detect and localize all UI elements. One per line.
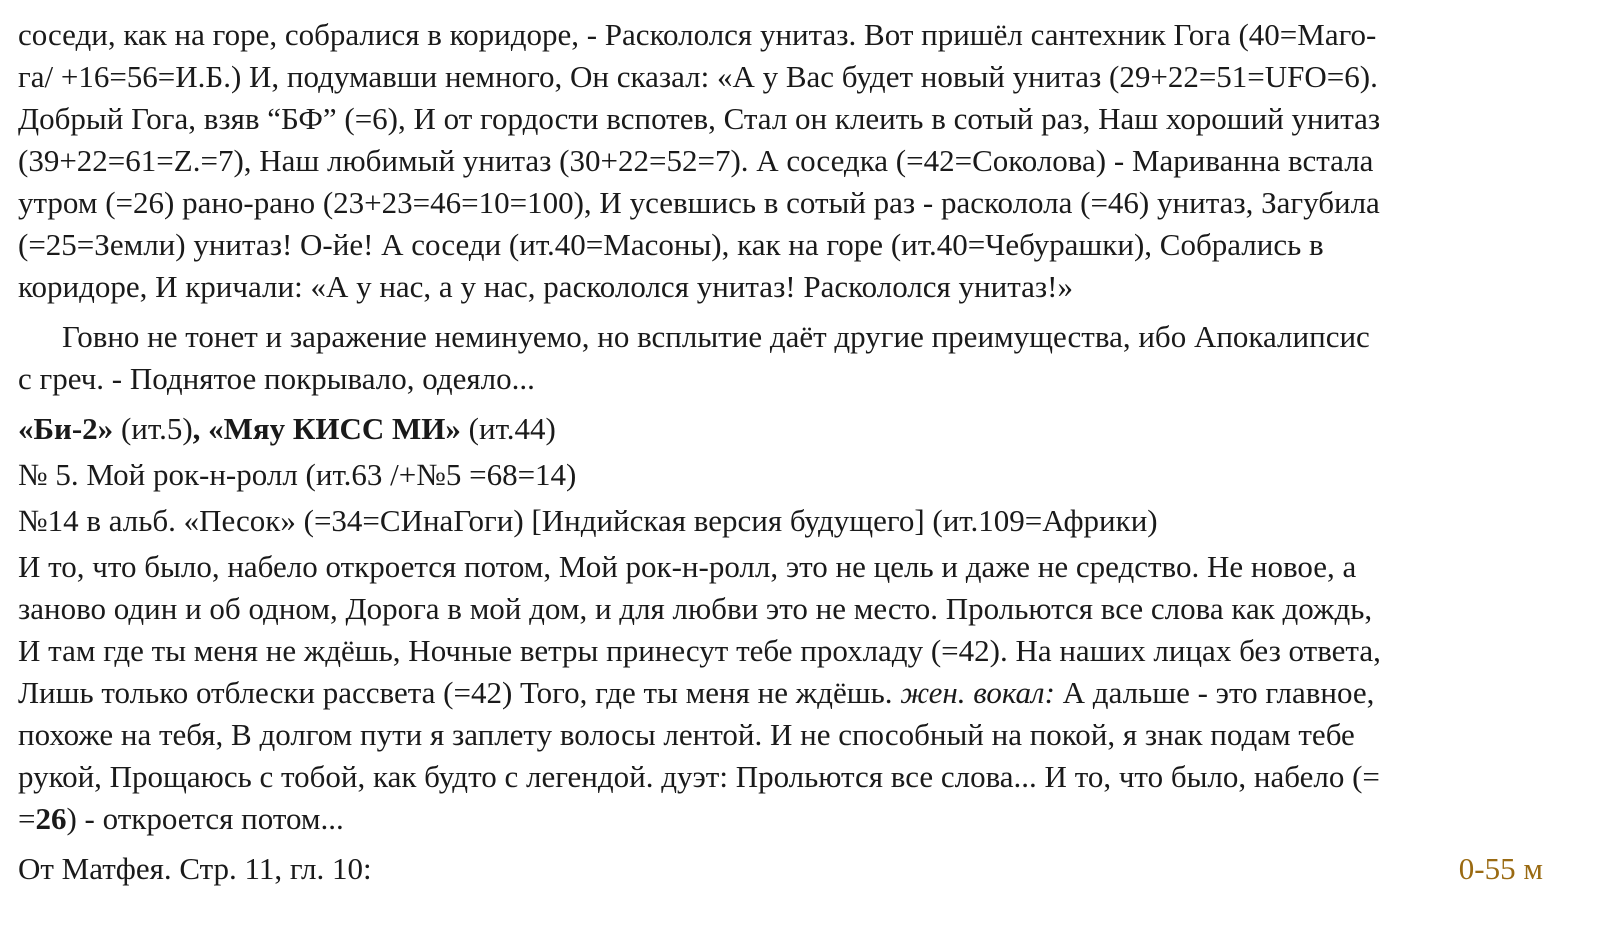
text-line: с греч. - Поднятое покрывало, одеяло... bbox=[18, 361, 535, 396]
vocal-note: жен. вокал: bbox=[900, 675, 1055, 710]
lyrics-line bbox=[18, 672, 1563, 714]
song-heading bbox=[18, 408, 1563, 450]
band-name-1: «Би-2» bbox=[18, 411, 114, 446]
paragraph-apocalypse bbox=[18, 316, 1563, 400]
lyrics-segment: = bbox=[18, 801, 36, 836]
lyrics-line: И там где ты меня не ждёшь, Ночные ветры принесут тебе прохладу (=42). На наших лицах без ответа, bbox=[18, 633, 1381, 668]
text-line: (=25=Земли) унитаз! О-йе! А соседи (ит.40=Масоны), как на горе (ит.40=Чебурашки), Собрались в bbox=[18, 227, 1324, 262]
band-note-2: (ит.44) bbox=[460, 411, 556, 446]
text-line: коридоре, И кричали: «А у нас, а у нас, раскололся унитаз! Раскололся унитаз!» bbox=[18, 269, 1073, 304]
lyrics-segment: А дальше - это главное, bbox=[1054, 675, 1375, 710]
lyrics-block bbox=[18, 546, 1563, 840]
song-title-line: № 5. Мой рок-н-ролл (ит.63 /+№5 =68=14) bbox=[18, 457, 577, 492]
paragraph-unitaz bbox=[18, 14, 1563, 308]
document-page bbox=[18, 14, 1563, 890]
band-name-2: «Мяу КИСС МИ» bbox=[208, 411, 461, 446]
text-line: Говно не тонет и заражение неминуемо, но всплытие даёт другие преимущества, ибо Апокалипсис bbox=[62, 319, 1370, 354]
lyrics-segment: ) - откроется потом... bbox=[66, 801, 344, 836]
footer-row bbox=[18, 848, 1563, 890]
lyrics-line: похоже на тебя, В долгом пути я заплету волосы лентой. И не способный на покой, я знак подам тебе bbox=[18, 717, 1355, 752]
text-line: утром (=26) рано-рано (23+23=46=10=100), И усевшись в сотый раз - расколола (=46) унитаз, Загубила bbox=[18, 185, 1380, 220]
page-reference: 0-55 м bbox=[1458, 851, 1543, 886]
lyrics-line bbox=[18, 798, 1563, 840]
text-line: га/ +16=56=И.Б.) И, подумавши немного, Он сказал: «А у Вас будет новый унитаз (29+22=51=UFO=6). bbox=[18, 59, 1378, 94]
text-line: (39+22=61=Z.=7), Наш любимый унитаз (30+22=52=7). А соседка (=42=Соколова) - Мариванна встала bbox=[18, 143, 1374, 178]
text-line: Добрый Гога, взяв “БФ” (=6), И от гордости вспотев, Стал он клеить в сотый раз, Наш хороший унитаз bbox=[18, 101, 1381, 136]
text-line: соседи, как на горе, собралися в коридоре, - Раскололся унитаз. Вот пришёл сантехник Гога (40=Маго- bbox=[18, 17, 1377, 52]
footer-reference: От Матфея. Стр. 11, гл. 10: bbox=[18, 851, 372, 886]
lyrics-line: рукой, Прощаюсь с тобой, как будто с легендой. дуэт: Прольются все слова... И то, что было, набело (= bbox=[18, 759, 1380, 794]
album-info-line: №14 в альб. «Песок» (=34=СИнаГоги) [Индийская версия будущего] (ит.109=Африки) bbox=[18, 503, 1158, 538]
band-note-1: (ит.5) bbox=[113, 411, 193, 446]
number-highlight: 26 bbox=[35, 801, 67, 836]
lyrics-line: И то, что было, набело откроется потом, Мой рок-н-ролл, это не цель и даже не средство. Не новое, а bbox=[18, 549, 1357, 584]
heading-separator: , bbox=[192, 411, 209, 446]
lyrics-segment: Лишь только отблески рассвета (=42) Того, где ты меня не ждёшь. bbox=[18, 675, 901, 710]
lyrics-line: заново один и об одном, Дорога в мой дом, и для любви это не место. Прольются все слова как дождь, bbox=[18, 591, 1373, 626]
